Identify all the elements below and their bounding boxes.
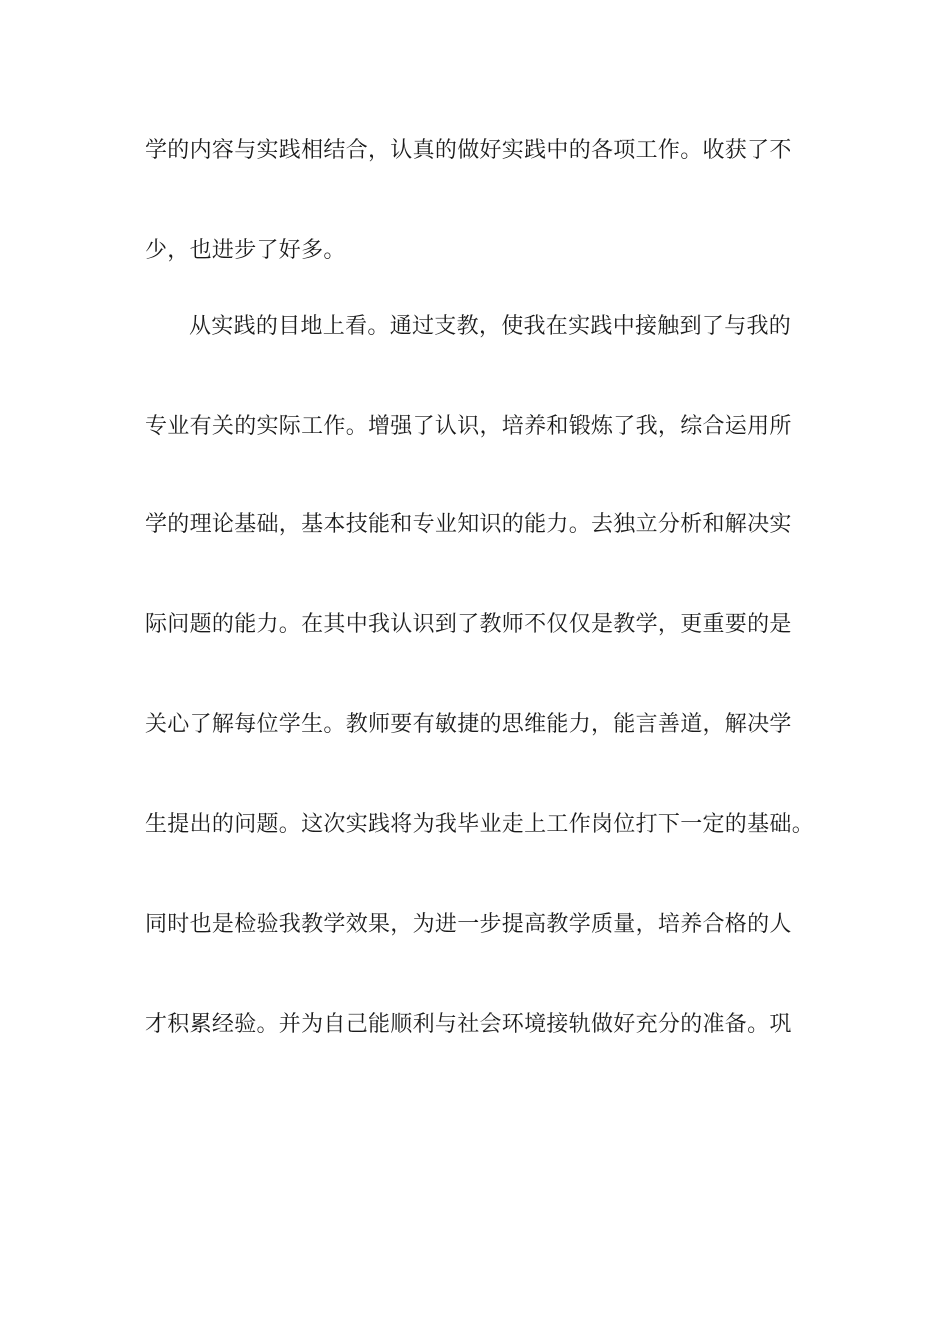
text-line-4: 专业有关的实际工作。增强了认识，培养和锻炼了我，综合运用所 [145, 414, 792, 439]
text-line-7: 关心了解每位学生。教师要有敏捷的思维能力，能言善道，解决学 [145, 712, 792, 737]
text-line-6: 际问题的能力。在其中我认识到了教师不仅仅是教学，更重要的是 [145, 612, 792, 637]
text-line-10: 才积累经验。并为自己能顺利与社会环境接轨做好充分的准备。巩 [145, 1012, 792, 1037]
text-line-5: 学的理论基础，基本技能和专业知识的能力。去独立分析和解决实 [145, 512, 792, 537]
text-line-1: 学的内容与实践相结合，认真的做好实践中的各项工作。收获了不 [145, 138, 792, 163]
text-line-8: 生提出的问题。这次实践将为我毕业走上工作岗位打下一定的基础。 [145, 812, 815, 837]
text-line-9: 同时也是检验我教学效果，为进一步提高教学质量，培养合格的人 [145, 912, 792, 937]
text-line-3: 从实践的目地上看。通过支教，使我在实践中接触到了与我的 [189, 314, 792, 339]
text-line-2: 少，也进步了好多。 [145, 238, 346, 263]
